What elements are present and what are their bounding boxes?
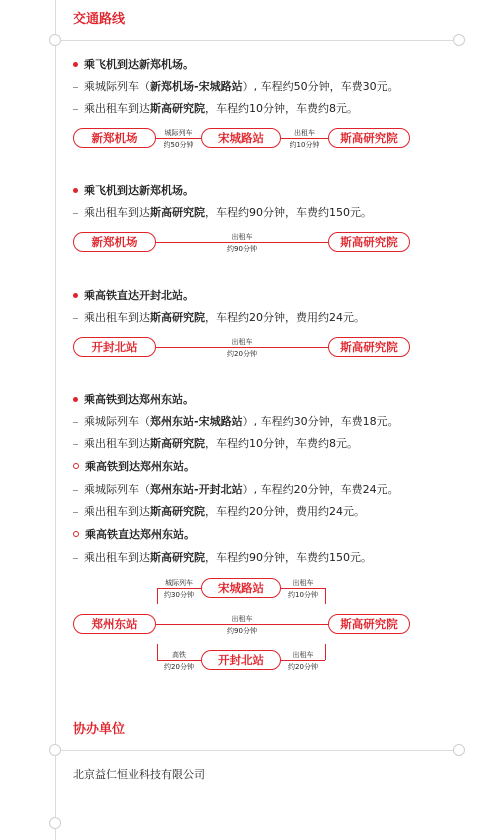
dash-icon — [73, 512, 78, 513]
route1-step2: 乘出租车到达斯高研究院，车程约10分钟，车费约8元。 — [73, 100, 358, 118]
segment-mode-label: 出租车 — [292, 651, 314, 659]
route-connector — [281, 138, 328, 139]
route-connector — [157, 588, 201, 589]
section-divider — [55, 40, 459, 41]
segment-time-label: 约50分钟 — [163, 141, 194, 149]
dash-icon — [73, 422, 78, 423]
segment-mode-label: 城际列车 — [164, 129, 193, 137]
segment-time-label: 约10分钟 — [288, 591, 318, 599]
node-kaifeng-north: 开封北站 — [201, 650, 281, 670]
section-title-traffic: 交通路线 — [73, 12, 126, 27]
route-connector — [281, 660, 325, 661]
timeline-node — [49, 34, 61, 46]
hollow-bullet-icon — [73, 531, 79, 537]
segment-time-label: 约30分钟 — [164, 591, 194, 599]
segment-time-label: 约90分钟 — [227, 627, 257, 635]
dash-icon — [73, 109, 78, 110]
route2-heading: 乘飞机到达新郑机场。 — [73, 182, 194, 200]
node-songchenglu: 宋城路站 — [201, 578, 281, 598]
node-xinzheng-airport: 新郑机场 — [73, 128, 156, 148]
route4-heading-2: 乘高铁到达郑州东站。 — [73, 458, 195, 476]
timeline-vertical-line — [55, 0, 56, 840]
bullet-icon — [73, 188, 78, 193]
coorganizer-name: 北京益仁恒业科技有限公司 — [73, 768, 205, 781]
timeline-node — [49, 744, 61, 756]
segment-time-label: 约90分钟 — [227, 245, 257, 253]
route3-heading: 乘高铁直达开封北站。 — [73, 287, 194, 305]
dash-icon — [73, 318, 78, 319]
route4-heading-3: 乘高铁直达郑州东站。 — [73, 526, 195, 544]
route1-step1: 乘城际列车（新郑机场-宋城路站）, 车程约50分钟，车费30元。 — [73, 78, 399, 96]
branch-connector — [325, 588, 326, 604]
route4-step3: 乘城际列车（郑州东站-开封北站）, 车程约20分钟，车费24元。 — [73, 481, 399, 499]
route4-heading: 乘高铁到达郑州东站。 — [73, 391, 194, 409]
segment-mode-label: 出租车 — [294, 129, 315, 137]
segment-time-label: 约10分钟 — [289, 141, 320, 149]
segment-mode-label: 出租车 — [231, 338, 253, 346]
node-songchenglu: 宋城路站 — [201, 128, 281, 148]
timeline-node — [49, 817, 61, 829]
route4-step4: 乘出租车到达斯高研究院，车程约20分钟，费用约24元。 — [73, 503, 365, 521]
segment-mode-label: 出租车 — [292, 579, 314, 587]
route-connector — [157, 660, 201, 661]
route2-step1: 乘出租车到达斯高研究院，车程约90分钟，车费约150元。 — [73, 204, 372, 222]
section-divider — [55, 750, 459, 751]
segment-mode-label: 城际列车 — [165, 579, 193, 587]
route1-heading: 乘飞机到达新郑机场。 — [73, 56, 194, 74]
dash-icon — [73, 558, 78, 559]
route-connector — [156, 242, 328, 243]
section-title-coorganizer: 协办单位 — [73, 722, 126, 737]
route4-step5: 乘出租车到达斯高研究院，车程约90分钟，车费约150元。 — [73, 549, 372, 567]
node-sigao-institute: 斯高研究院 — [328, 232, 410, 252]
route3-step1: 乘出租车到达斯高研究院，车程约20分钟，费用约24元。 — [73, 309, 365, 327]
timeline-node-end — [453, 34, 465, 46]
segment-time-label: 约20分钟 — [288, 663, 318, 671]
dash-icon — [73, 213, 78, 214]
route4-step2: 乘出租车到达斯高研究院，车程约10分钟，车费约8元。 — [73, 435, 358, 453]
timeline-node-end — [453, 744, 465, 756]
route-connector — [281, 588, 325, 589]
node-sigao-institute: 斯高研究院 — [328, 337, 410, 357]
segment-mode-label: 高铁 — [172, 651, 186, 659]
bullet-icon — [73, 293, 78, 298]
bullet-icon — [73, 397, 78, 402]
node-xinzheng-airport: 新郑机场 — [73, 232, 156, 252]
bullet-icon — [73, 62, 78, 67]
segment-time-label: 约20分钟 — [164, 663, 194, 671]
route-connector — [156, 138, 201, 139]
segment-time-label: 约20分钟 — [227, 350, 257, 358]
hollow-bullet-icon — [73, 463, 79, 469]
segment-mode-label: 出租车 — [231, 233, 253, 241]
segment-mode-label: 出租车 — [231, 615, 253, 623]
route4-step1: 乘城际列车（郑州东站-宋城路站）, 车程约30分钟，车费18元。 — [73, 413, 399, 431]
node-zhengzhou-east: 郑州东站 — [73, 614, 156, 634]
route-connector — [156, 347, 328, 348]
route-connector — [156, 624, 328, 625]
dash-icon — [73, 490, 78, 491]
node-sigao-institute: 斯高研究院 — [328, 614, 410, 634]
dash-icon — [73, 87, 78, 88]
dash-icon — [73, 444, 78, 445]
branch-connector — [325, 644, 326, 660]
node-sigao-institute: 斯高研究院 — [328, 128, 410, 148]
node-kaifeng-north: 开封北站 — [73, 337, 156, 357]
